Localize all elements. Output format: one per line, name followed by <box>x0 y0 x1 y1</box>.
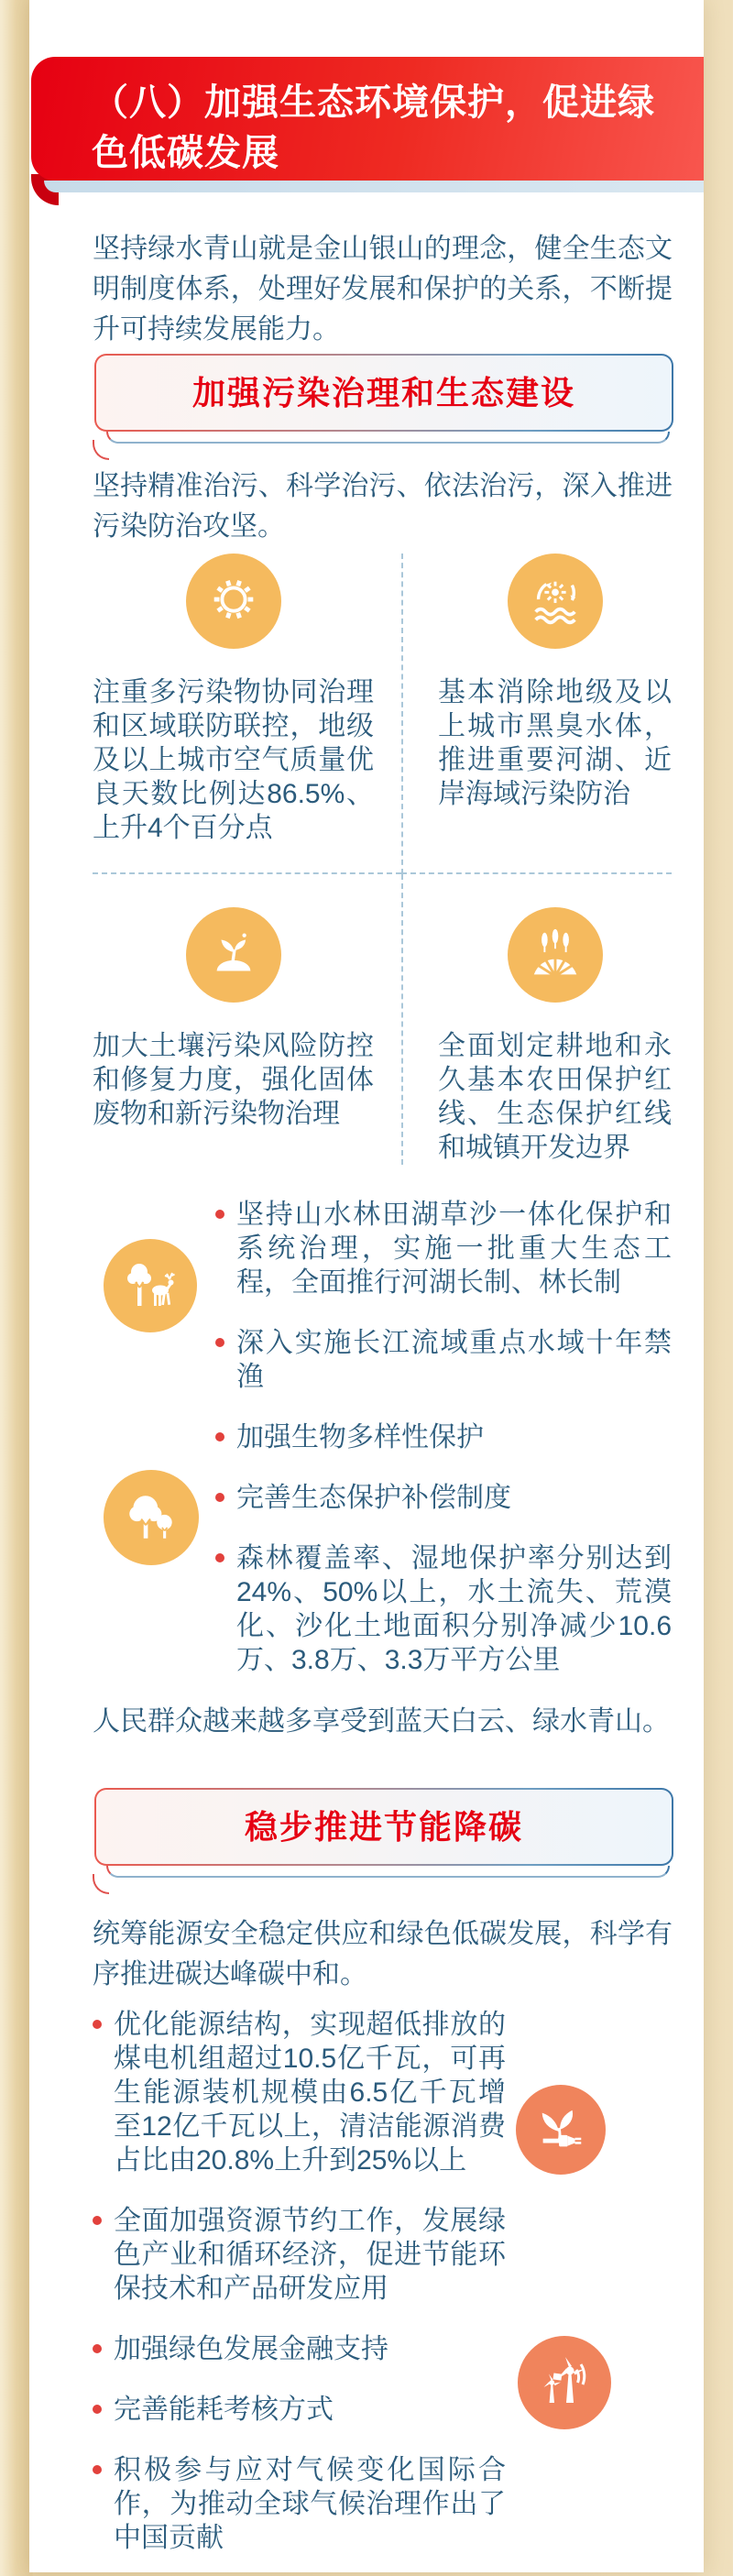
grid-cell-air <box>93 554 401 874</box>
bullet-item: 完善生态保护补偿制度 <box>215 1481 672 1515</box>
bullet-item: 坚持山水林田湖草沙一体化保护和系统治理，实施一批重大生态工程，全面推行河湖长制、林长制 <box>215 1198 672 1299</box>
sun-icon <box>205 573 262 630</box>
section2-intro: 统筹能源安全稳定供应和绿色低碳发展，科学有序推进碳达峰碳中和。 <box>93 1919 673 1990</box>
section1-title-box <box>94 354 673 444</box>
section1-grid <box>93 554 672 1165</box>
bullet-item: 加强绿色发展金融支持 <box>93 2332 672 2366</box>
bullet-item: 积极参与应对气候变化国际合作，为推动全球气候治理作出了中国贡献 <box>93 2453 672 2555</box>
grid-cell-water <box>401 554 672 874</box>
farmland-icon <box>527 926 584 983</box>
bullet-item: 加强生物多样性保护 <box>215 1420 672 1454</box>
section1-intro: 坚持精准治污、科学治污、依法治污，深入推进污染防治攻坚。 <box>93 471 673 542</box>
section2-bullets <box>93 2008 672 2576</box>
title-box-curl <box>93 1874 109 1894</box>
bullet-item: 完善能耗考核方式 <box>93 2393 672 2427</box>
section2-title-box <box>94 1788 673 1878</box>
forest-trees-icon <box>121 1487 181 1548</box>
grid-text-air: 注重多污染物协同治理和区域联防联控，地级及以上城市空气质量优良天数比例达86.5%、上升4个百分点 <box>93 677 374 843</box>
bullet-dot <box>93 2020 102 2029</box>
section1-outro: 人民群众越来越多享受到蓝天白云、绿水青山。 <box>93 1706 670 1737</box>
clean-river-icon <box>527 573 584 630</box>
bullet-dot <box>215 1432 224 1441</box>
bullet-dot <box>93 2216 102 2225</box>
forest-deer-icon <box>121 1256 180 1315</box>
header-banner <box>31 57 704 181</box>
section1-title: 加强污染治理和生态建设 <box>191 374 575 411</box>
content-card <box>29 0 704 2572</box>
bullet-item: 优化能源结构，实现超低排放的煤电机组超过10.5亿千瓦，可再生能源装机规模由6.5亿千瓦增至12亿千瓦以上，清洁能源消费占比由20.8%上升到25%以上 <box>93 2008 672 2177</box>
bullet-item: 全面加强资源节约工作，发展绿色产业和循环经济，促进节能环保技术和产品研发应用 <box>93 2204 672 2306</box>
bullet-item: 深入实施长江流域重点水域十年禁渔 <box>215 1326 672 1394</box>
bullet-dot <box>215 1493 224 1502</box>
section1-bullets <box>93 1198 672 1677</box>
header-shadow-bar <box>44 181 704 192</box>
grid-cell-soil <box>93 874 401 1165</box>
bullet-dot <box>215 1338 224 1347</box>
grid-text-water: 基本消除地级及以上城市黑臭水体，推进重要河湖、近岸海域污染防治 <box>438 677 672 809</box>
title-box-echo-line <box>106 432 670 444</box>
bullet-dot <box>215 1553 224 1562</box>
bullet-dot <box>215 1210 224 1219</box>
grid-cell-farmland <box>401 874 672 1165</box>
bullet-dot <box>93 2344 102 2353</box>
bullet-item: 森林覆盖率、湿地保护率分别达到24%、50%以上，水土流失、荒漠化、沙化土地面积分别净减少10.6万、3.8万、3.3万平方公里 <box>215 1541 672 1677</box>
grid-text-soil: 加大土壤污染风险防控和修复力度，强化固体废物和新污染物治理 <box>93 1031 374 1129</box>
bullet-dot <box>93 2465 102 2474</box>
section2-title: 稳步推进节能降碳 <box>244 1808 523 1846</box>
grid-text-farmland: 全面划定耕地和永久基本农田保护红线、生态保护红线和城镇开发边界 <box>438 1031 672 1163</box>
seedling-soil-icon <box>205 926 262 983</box>
header <box>29 57 704 192</box>
page-title: （八）加强生态环境保护，促进绿色低碳发展 <box>92 82 655 174</box>
lead-paragraph: 坚持绿水青山就是金山银山的理念，健全生态文明制度体系，处理好发展和保护的关系，不断提升可持续发展能力。 <box>93 234 673 345</box>
title-box-curl <box>93 440 109 460</box>
title-box-echo-line <box>106 1866 670 1878</box>
bullet-dot <box>93 2405 102 2414</box>
